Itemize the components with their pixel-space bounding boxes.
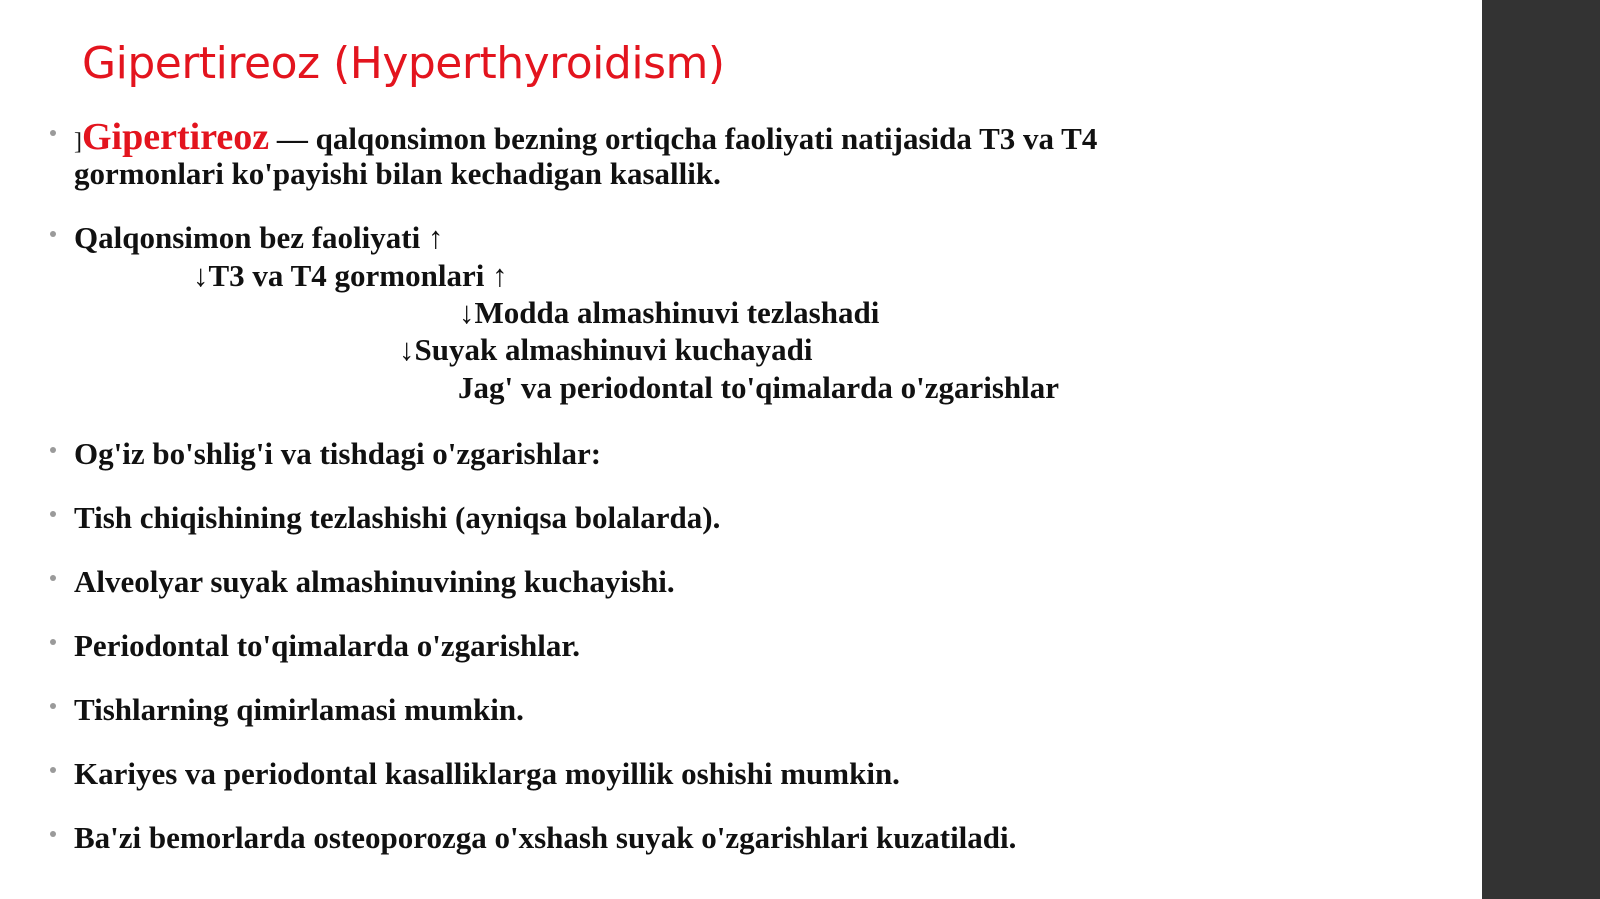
bullet-dot bbox=[50, 447, 56, 453]
chain-line-3: ↓Modda almashinuvi tezlashadi bbox=[459, 295, 880, 330]
bullet-dot bbox=[50, 767, 56, 773]
side-panel bbox=[1482, 0, 1600, 899]
list-item-text: Og'iz bo'shlig'i va tishdagi o'zgarishlar: bbox=[74, 436, 602, 471]
chain-line-4: ↓Suyak almashinuvi kuchayadi bbox=[399, 332, 813, 367]
list-item-text: Alveolyar suyak almashinuvining kuchayishi. bbox=[74, 564, 675, 599]
list-item-text: Tish chiqishining tezlashishi (ayniqsa bolalarda). bbox=[74, 500, 721, 535]
bullet-dot bbox=[50, 130, 56, 136]
chain-line-1: Qalqonsimon bez faoliyati ↑ bbox=[74, 220, 444, 255]
definition-text: — qalqonsimon bezning ortiqcha faoliyati natijasida T3 va T4 bbox=[269, 121, 1098, 156]
bullet-dot bbox=[50, 639, 56, 645]
list-item-text: Periodontal to'qimalarda o'zgarishlar. bbox=[74, 628, 581, 663]
slide-title: Gipertireoz (Hyperthyroidism) bbox=[82, 38, 725, 89]
bullet-dot bbox=[50, 831, 56, 837]
bullet-dot bbox=[50, 231, 56, 237]
chain-line-2: ↓T3 va T4 gormonlari ↑ bbox=[193, 258, 508, 293]
list-item-text: Kariyes va periodontal kasalliklarga moyillik oshishi mumkin. bbox=[74, 756, 900, 791]
list-item-text: Ba'zi bemorlarda osteoporozga o'xshash suyak o'zgarishlari kuzatiladi. bbox=[74, 820, 1017, 855]
definition-line-2: gormonlari ko'payishi bilan kechadigan kasallik. bbox=[74, 156, 721, 191]
bracket-mark: ] bbox=[74, 129, 82, 155]
bullet-dot bbox=[50, 575, 56, 581]
bullet-dot bbox=[50, 703, 56, 709]
bullet-dot bbox=[50, 511, 56, 517]
chain-line-5: Jag' va periodontal to'qimalarda o'zgarishlar bbox=[458, 370, 1060, 405]
list-item-text: Tishlarning qimirlamasi mumkin. bbox=[74, 692, 524, 727]
definition-term: Gipertireoz bbox=[82, 116, 270, 158]
